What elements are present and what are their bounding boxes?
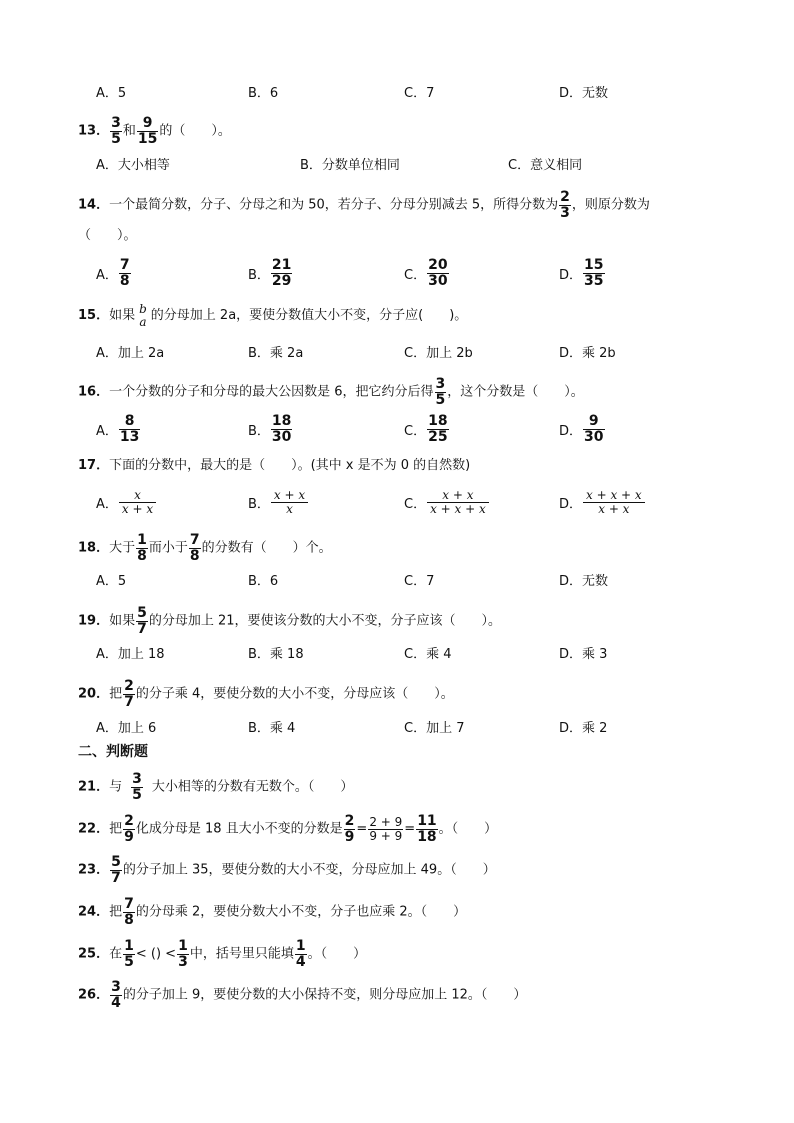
q20-option-c[interactable]: C．加上 7	[404, 720, 465, 736]
q19-option-a[interactable]: A．加上 18	[96, 646, 165, 662]
fraction: $\frac{9}{30}$	[584, 412, 604, 445]
fraction: $\frac{3}{5}$	[111, 115, 121, 147]
fraction: $\frac{5}{7}$	[137, 605, 147, 637]
fraction: $\frac{9}{15}$	[137, 115, 158, 147]
q20-option-b[interactable]: B．乘 4	[248, 720, 296, 736]
q20-option-a[interactable]: A．加上 6	[96, 720, 157, 736]
q18-option-d[interactable]: D．无数	[559, 573, 609, 589]
q14-option-a[interactable]: A． $\frac{7}{8}$	[96, 256, 130, 289]
question-number: 16．	[78, 384, 110, 400]
q18-option-b[interactable]: B．6	[248, 573, 279, 589]
q15-option-c[interactable]: C．加上 2b	[404, 345, 473, 361]
question-18: 18．大于 $\frac{1}{8}$ 而小于 $\frac{7}{8}$ 的分数有（ ）个。	[78, 532, 332, 564]
q12-option-d[interactable]: D．无数	[559, 85, 609, 101]
fraction: $\frac{1}{5}$	[124, 938, 134, 970]
q15-option-b[interactable]: B．乘 2a	[248, 345, 304, 361]
question-24: 24．把 $\frac{7}{8}$ 的分母乘 2，要使分数大小不变，分子也应乘 2。（ ）	[78, 896, 467, 928]
q19-option-d[interactable]: D．乘 3	[559, 646, 608, 662]
q20-options	[96, 706, 736, 746]
fraction: $\frac{3}{5}$	[132, 771, 142, 803]
fraction: $\frac{7}{8}$	[124, 896, 134, 928]
q18-option-a[interactable]: A．5	[96, 573, 127, 589]
q13-option-b[interactable]: B．分数单位相同	[300, 157, 400, 173]
q14-option-c[interactable]: C． $\frac{20}{30}$	[404, 256, 448, 289]
fraction: $\frac{2}{9}$	[344, 813, 355, 845]
question-number: 19．	[78, 613, 110, 629]
fraction: b a	[139, 302, 147, 329]
fraction: $\frac{18}{25}$	[428, 412, 448, 445]
question-number: 20．	[78, 686, 110, 702]
q17-option-a[interactable]: A． $\frac{x}{x + x}$	[96, 482, 157, 522]
q16-option-d[interactable]: D． $\frac{9}{30}$	[559, 412, 604, 445]
fraction: $\frac{x + x}{x}$	[271, 489, 308, 515]
question-14: 14．一个最简分数，分子、分母之和为 50，若分子、分母分别减去 5，所得分数为 $\frac{2}{3}$ ，则原分数为	[78, 189, 650, 221]
q18-option-c[interactable]: C．7	[404, 573, 435, 589]
fraction: $\frac{5}{7}$	[111, 854, 121, 886]
q16-options	[96, 409, 736, 449]
q16-option-b[interactable]: B． $\frac{18}{30}$	[248, 412, 292, 445]
question-22: 22．把 $\frac{2}{9}$ 化成分母是 18 且大小不变的分数是 $\frac{2}{9}$ = $\frac{2 + 9}{9 + 9}$ = $\frac{11}{18}$ 。（ ）	[78, 813, 498, 845]
fraction: $\frac{x + x + x}{x + x}$	[583, 489, 645, 515]
question-16: 16．一个分数的分子和分母的最大公因数是 6，把它约分后得 $\frac{3}{5}$ ，这个分数是（ ）。	[78, 376, 584, 408]
question-15: 15．如果 b a 的分母加上 2a，要使分数值大小不变，分子应( )。	[78, 302, 468, 329]
fraction: $\frac{2}{7}$	[124, 678, 134, 710]
fraction: $\frac{x}{x + x}$	[119, 489, 156, 515]
fraction: $\frac{8}{13}$	[119, 412, 140, 445]
question-13: 13． $\frac{3}{5}$ 和 $\frac{9}{15}$ 的（ ）。	[78, 115, 231, 147]
question-number: 24．	[78, 904, 110, 920]
q17-option-b[interactable]: B． $\frac{x + x}{x}$	[248, 482, 309, 522]
q14-options	[96, 253, 736, 293]
fraction: $\frac{21}{29}$	[271, 256, 292, 289]
fraction: $\frac{7}{8}$	[189, 532, 200, 564]
fraction: $\frac{18}{30}$	[271, 412, 292, 445]
question-26: 26． $\frac{3}{4}$ 的分子加上 9，要使分数的大小保持不变，则分母应加上 12。（ ）	[78, 979, 527, 1011]
fraction: $\frac{3}{5}$	[435, 376, 446, 408]
question-19: 19．如果 $\frac{5}{7}$ 的分母加上 21，要使该分数的大小不变，分子应该（ ）。	[78, 605, 502, 637]
question-number: 15．	[78, 308, 110, 324]
question-number: 25．	[78, 946, 110, 962]
fraction: $\frac{x + x}{x + x + x}$	[427, 489, 489, 515]
question-number: 23．	[78, 862, 110, 878]
q16-option-a[interactable]: A． $\frac{8}{13}$	[96, 412, 140, 445]
q12-option-b[interactable]: B．6	[248, 85, 279, 101]
fraction: $\frac{15}{35}$	[584, 256, 604, 289]
question-number: 17．	[78, 458, 110, 473]
q13-options	[96, 143, 736, 183]
q15-option-a[interactable]: A．加上 2a	[96, 345, 165, 361]
question-23: 23． $\frac{5}{7}$ 的分子加上 35，要使分数的大小不变，分母应加上 49。（ ）	[78, 854, 496, 886]
q19-options	[96, 632, 736, 672]
fraction: $\frac{20}{30}$	[428, 256, 448, 289]
q13-option-a[interactable]: A．大小相等	[96, 157, 170, 173]
q17-option-c[interactable]: C． $\frac{x + x}{x + x + x}$	[404, 482, 490, 522]
fraction: $\frac{2}{9}$	[124, 813, 134, 845]
question-number: 13．	[78, 123, 110, 139]
question-number: 22．	[78, 821, 110, 837]
q19-option-c[interactable]: C．乘 4	[404, 646, 452, 662]
fraction: $\frac{3}{4}$	[111, 979, 121, 1011]
fraction: $\frac{7}{8}$	[119, 256, 130, 289]
question-17: 17．下面的分数中，最大的是（ ）。(其中 x 是不为 0 的自然数)	[78, 458, 471, 473]
q17-options	[96, 482, 736, 522]
fraction: $\frac{1}{4}$	[295, 938, 306, 970]
question-number: 26．	[78, 987, 110, 1003]
question-25: 25．在 $\frac{1}{5}$ < () < $\frac{1}{3}$ 中，括号里只能填 $\frac{1}{4}$ 。（ ）	[78, 938, 367, 970]
question-21: 21．与 $\frac{3}{5}$ 大小相等的分数有无数个。（ ）	[78, 771, 354, 803]
q13-option-c[interactable]: C．意义相同	[508, 157, 583, 173]
fraction: $\frac{11}{18}$	[417, 813, 437, 845]
fraction: $\frac{2}{3}$	[560, 189, 570, 221]
q14-option-b[interactable]: B． $\frac{21}{29}$	[248, 256, 292, 289]
q19-option-b[interactable]: B．乘 18	[248, 646, 304, 662]
q15-option-d[interactable]: D．乘 2b	[559, 345, 616, 361]
question-20: 20．把 $\frac{2}{7}$ 的分子乘 4，要使分数的大小不变，分母应该（ ）。	[78, 678, 454, 710]
fraction: $\frac{1}{3}$	[178, 938, 188, 970]
q12-option-c[interactable]: C．7	[404, 85, 435, 101]
question-number: 14．	[78, 197, 110, 213]
q14-option-d[interactable]: D． $\frac{15}{35}$	[559, 256, 604, 289]
q16-option-c[interactable]: C． $\frac{18}{25}$	[404, 412, 448, 445]
question-number: 21．	[78, 779, 110, 795]
q18-options	[96, 559, 736, 599]
q15-options	[96, 331, 736, 371]
question-number: 18．	[78, 540, 110, 556]
fraction: $\frac{2 + 9}{9 + 9}$	[369, 815, 403, 843]
q12-options	[96, 71, 736, 111]
fraction: $\frac{1}{8}$	[137, 532, 147, 564]
question-14-continued: （ ）。	[78, 228, 137, 243]
q12-option-a[interactable]: A．5	[96, 85, 127, 101]
section-heading: 二、判断题	[78, 744, 148, 760]
q17-option-d[interactable]: D． $\frac{x + x + x}{x + x}$	[559, 482, 646, 522]
q20-option-d[interactable]: D．乘 2	[559, 720, 608, 736]
